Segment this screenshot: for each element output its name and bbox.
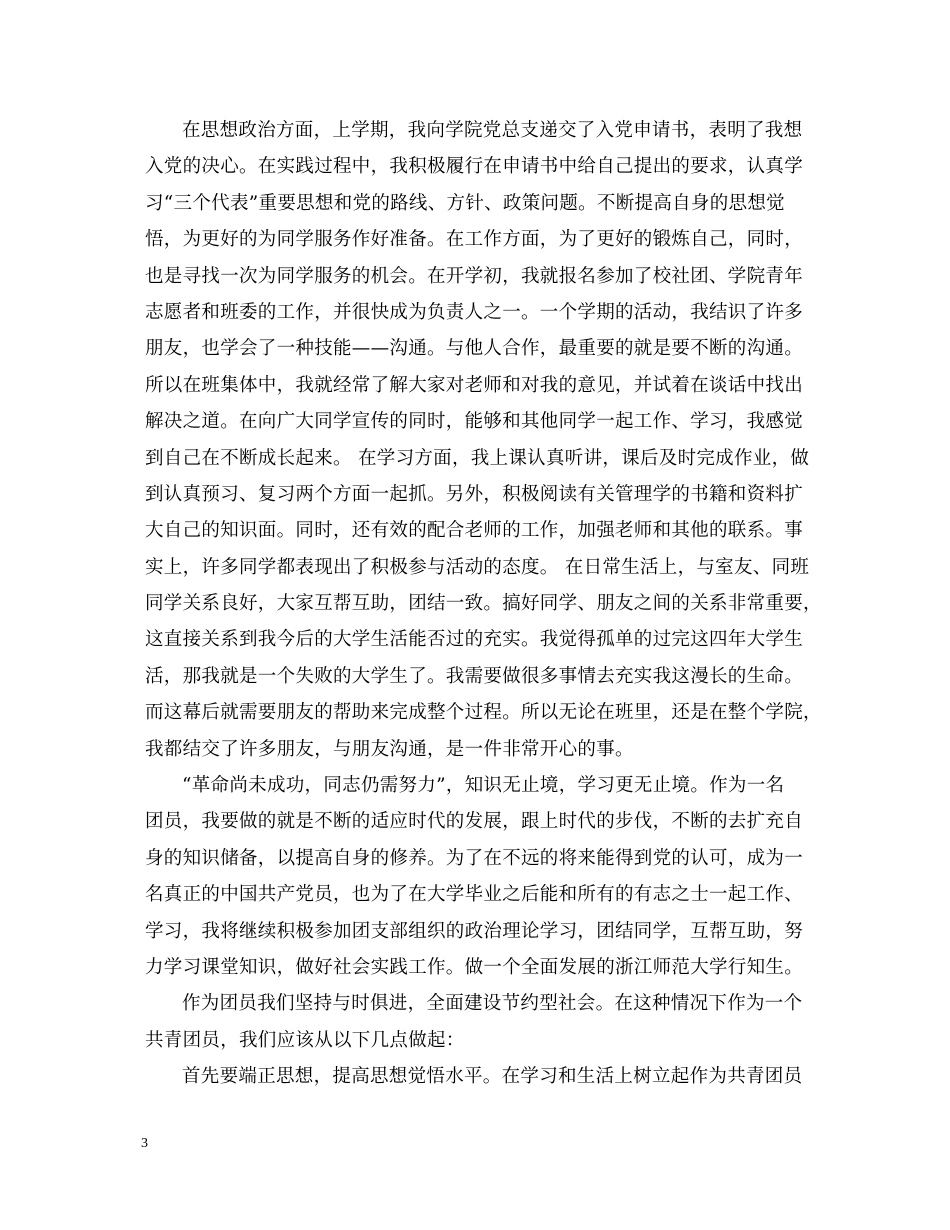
- text-line: “革命尚未成功，同志仍需努力”，知识无止境，学习更无止境。作为一名: [182, 775, 785, 797]
- text-line: 志愿者和班委的工作，并很快成为负责人之一。一个学期的活动，我结识了许多: [145, 301, 804, 323]
- text-line: 到认真预习、复习两个方面一起抓。另外，积极阅读有关管理学的书籍和资料扩: [145, 483, 804, 505]
- body-text: [145, 113, 825, 1096]
- text-line: 首先要端正思想，提高思想觉悟水平。在学习和生活上树立起作为共青团员: [182, 1066, 803, 1088]
- text-line: 到自己在不断成长起来。 在学习方面，我上课认真听讲，课后及时完成作业，做: [145, 447, 810, 469]
- text-line: 名真正的中国共产党员，也为了在大学毕业之后能和所有的有志之士一起工作、: [145, 884, 804, 906]
- text-line: 悟，为更好的为同学服务作好准备。在工作方面，为了更好的锻炼自己，同时，: [145, 229, 804, 251]
- text-line: 所以在班集体中，我就经常了解大家对老师和对我的意见，并试着在谈话中找出: [145, 374, 804, 396]
- text-line: 也是寻找一次为同学服务的机会。在开学初，我就报名参加了校社团、学院青年: [145, 265, 804, 287]
- text-line: 习“三个代表”重要思想和党的路线、方针、政策问题。不断提高自身的思想觉: [145, 192, 785, 214]
- text-line: 同学关系良好，大家互帮互助，团结一致。搞好同学、朋友之间的关系非常重要，: [145, 593, 822, 615]
- text-line: 我都结交了许多朋友，与朋友沟通，是一件非常开心的事。: [145, 738, 634, 760]
- text-line: 解决之道。在向广大同学宣传的同时，能够和其他同学一起工作、学习，我感觉: [145, 411, 804, 433]
- text-line: 团员，我要做的就是不断的适应时代的发展，跟上时代的步伐，不断的去扩充自: [145, 811, 804, 833]
- page-number: 3: [141, 1136, 148, 1151]
- text-line: 学习，我将继续积极参加团支部组织的政治理论学习，团结同学，互帮互助，努: [145, 920, 804, 942]
- text-line: 入党的决心。在实践过程中，我积极履行在申请书中给自己提出的要求，认真学: [145, 156, 804, 178]
- text-line: 共青团员，我们应该从以下几点做起：: [145, 1029, 465, 1051]
- text-line: 大自己的知识面。同时，还有效的配合老师的工作，加强老师和其他的联系。事: [145, 520, 804, 542]
- text-line: 这直接关系到我今后的大学生活能否过的充实。我觉得孤单的过完这四年大学生: [145, 629, 804, 651]
- text-line: 作为团员我们坚持与时俱进，全面建设节约型社会。在这种情况下作为一个: [182, 993, 803, 1015]
- text-line: 力学习课堂知识，做好社会实践工作。做一个全面发展的浙江师范大学行知生。: [145, 956, 804, 978]
- text-line: 而这幕后就需要朋友的帮助来完成整个过程。所以无论在班里，还是在整个学院，: [145, 702, 822, 724]
- text-line: 实上，许多同学都表现出了积极参与活动的态度。 在日常生活上，与室友、同班: [145, 556, 810, 578]
- text-line: 身的知识储备，以提高自身的修养。为了在不远的将来能得到党的认可，成为一: [145, 847, 804, 869]
- text-line: 在思想政治方面，上学期，我向学院党总支递交了入党申请书，表明了我想: [182, 120, 803, 141]
- text-line: 活，那我就是一个失败的大学生了。我需要做很多事情去充实我这漫长的生命。: [145, 665, 804, 687]
- text-line: 朋友，也学会了一种技能——沟通。与他人合作，最重要的就是要不断的沟通。: [145, 338, 804, 360]
